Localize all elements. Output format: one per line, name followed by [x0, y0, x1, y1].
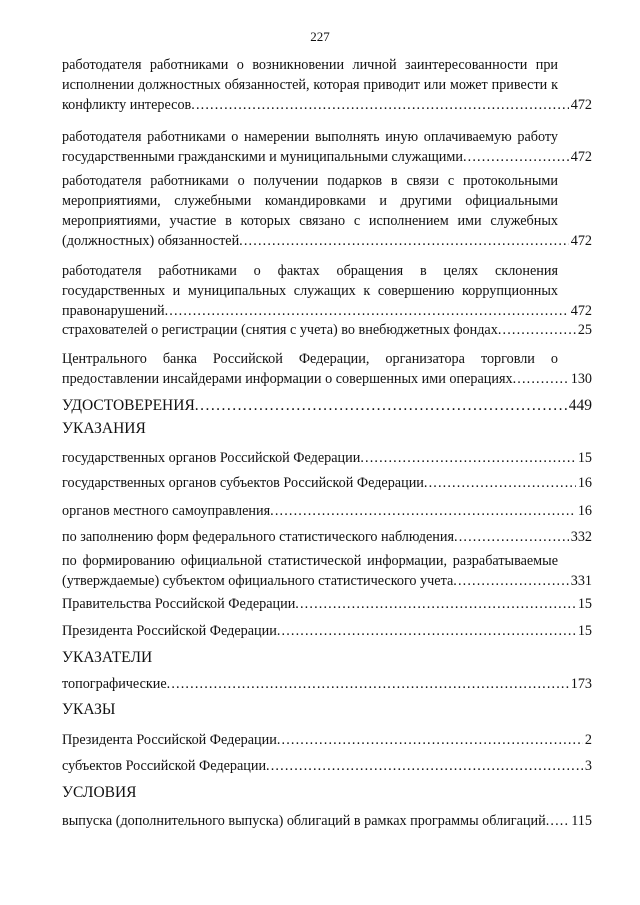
page-reference: 472	[570, 233, 592, 249]
page-reference: 16	[577, 475, 592, 491]
page-reference: 472	[570, 303, 592, 319]
index-entry	[62, 55, 592, 115]
entry-text: государственных органов Российской Федерации . . .	[62, 448, 592, 468]
entry-text: работодателя работниками о намерении выполнять иную оплачиваемую работу государственными гражданскими и муниципальными служащими . . .	[62, 127, 592, 167]
page-reference: 15	[577, 623, 592, 639]
page-reference: 472	[570, 97, 592, 113]
page-number: 227	[310, 29, 330, 44]
index-entry	[62, 127, 592, 167]
index-heading	[62, 396, 592, 416]
entry-text: топографические . . .	[62, 674, 592, 694]
page-reference: 3	[584, 758, 592, 774]
index-entry	[62, 674, 592, 694]
entry-text: субъектов Российской Федерации . . .	[62, 756, 592, 776]
heading-text: УКАЗАТЕЛИ	[62, 649, 153, 666]
page-reference: 331	[570, 573, 592, 589]
index-entry	[62, 448, 592, 468]
index-entry	[62, 527, 592, 547]
entry-text: Правительства Российской Федерации . . .	[62, 594, 592, 614]
index-entry	[62, 756, 592, 776]
page-reference: 15	[577, 450, 592, 466]
page-reference: 173	[570, 676, 592, 692]
entry-text: по формированию официальной статистической информации, разрабатываемые (утверждаемые) субъектом официального статистического учета . . .	[62, 551, 592, 591]
entry-text: выпуска (дополнительного выпуска) облигаций в рамках программы облигаций . . .	[62, 811, 592, 831]
index-entry	[62, 171, 592, 251]
index-heading	[62, 419, 592, 439]
index-entry	[62, 594, 592, 614]
entry-text: страхователей о регистрации (снятия с учета) во внебюджетных фондах . . .	[62, 320, 592, 340]
index-entry	[62, 811, 592, 831]
entry-text: органов местного самоуправления . . .	[62, 501, 592, 521]
page-reference: 332	[570, 529, 592, 545]
page-reference: 472	[570, 149, 592, 165]
index-entry	[62, 551, 592, 591]
page-reference: 25	[577, 322, 592, 338]
entry-text: по заполнению форм федерального статистического наблюдения . . .	[62, 527, 592, 547]
entry-text: Центрального банка Российской Федерации, организатора торговли о предоставлении инсайдерами информации о совершенных ими операциях . . .	[62, 349, 592, 389]
index-entry	[62, 320, 592, 340]
page-reference: 130	[570, 371, 592, 387]
page-reference: 2	[584, 732, 592, 748]
index-heading	[62, 648, 592, 668]
page-reference: 115	[571, 813, 592, 829]
heading-text: УДОСТОВЕРЕНИЯ . . .	[62, 396, 592, 416]
entry-text: государственных органов субъектов Российской Федерации . . .	[62, 473, 592, 493]
page-reference: 15	[577, 596, 592, 612]
entry-text: работодателя работниками о фактах обращения в целях склонения государственных и муниципальных служащих к совершению коррупционных правонарушений . . .	[62, 261, 592, 321]
heading-text: УСЛОВИЯ	[62, 784, 137, 801]
index-entry	[62, 730, 592, 750]
page-reference: 449	[568, 397, 592, 414]
heading-text: УКАЗАНИЯ	[62, 420, 146, 437]
index-entry	[62, 349, 592, 389]
page-reference: 16	[577, 503, 592, 519]
heading-text: УКАЗЫ	[62, 701, 116, 718]
entry-text: работодателя работниками о получении подарков в связи с протокольными мероприятиями, служебными командировками и другими официальными мероприятиями, участие в которых связано с исполнением ими служебных (должностных) обязанностей . . .	[62, 171, 592, 251]
entry-text: Президента Российской Федерации . . .	[62, 621, 592, 641]
entry-text: работодателя работниками о возникновении личной заинтересованности при исполнении должностных обязанностей, которая приводит или может привести к конфликту интересов . . .	[62, 55, 592, 115]
entry-text: Президента Российской Федерации . . .	[62, 730, 592, 750]
index-entry	[62, 501, 592, 521]
index-entry	[62, 261, 592, 321]
index-heading	[62, 700, 592, 720]
index-heading	[62, 783, 592, 803]
index-entry	[62, 473, 592, 493]
index-entry	[62, 621, 592, 641]
